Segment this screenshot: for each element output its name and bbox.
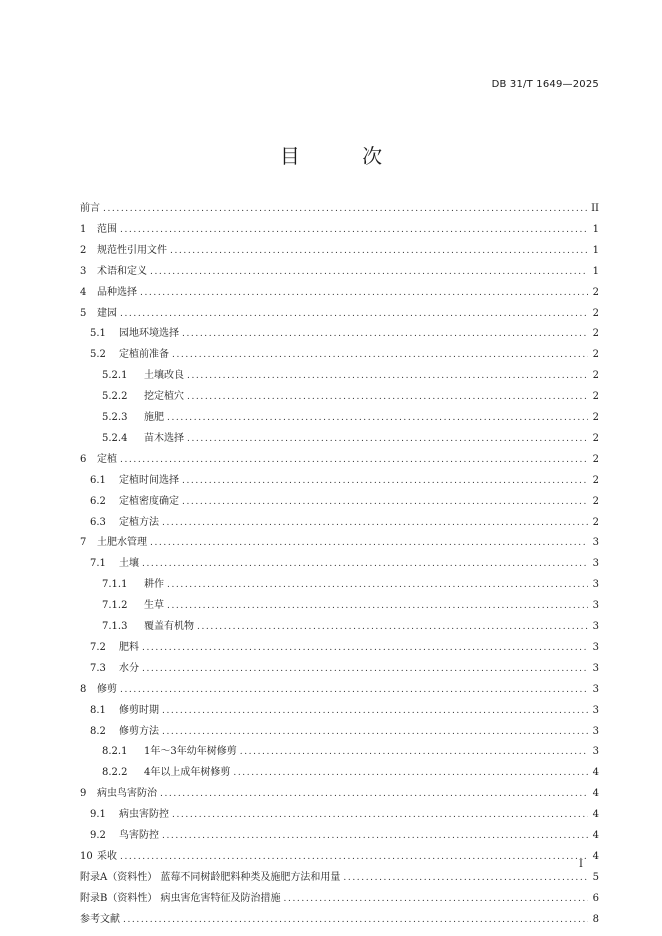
toc-entry-title: 挖定植穴	[144, 391, 184, 403]
toc-entry-title: 病虫鸟害防治	[97, 788, 157, 800]
toc-entry-page: 3	[592, 704, 599, 716]
toc-entry-label	[102, 619, 194, 635]
toc-entry-title: 苗木选择	[144, 432, 184, 444]
page-title: 目 次	[279, 144, 411, 168]
toc-entry[interactable]	[80, 682, 599, 698]
toc-entry-label	[102, 389, 184, 405]
toc-entry[interactable]	[80, 807, 599, 823]
toc-entry-page: 4	[592, 850, 599, 862]
toc-entry-title: 肥料	[119, 641, 139, 653]
toc-entry-label	[80, 452, 117, 468]
toc-entry-page: 1	[592, 223, 599, 235]
toc-entry-page: 3	[592, 641, 599, 653]
toc-entry-number: 5.2.3	[102, 412, 128, 423]
toc-leader-dots	[162, 724, 588, 740]
toc-entry-number: 8	[80, 683, 87, 695]
toc-entry-title: 前言	[80, 203, 100, 214]
toc-entry-label	[90, 556, 139, 572]
toc-entry-label	[80, 682, 117, 698]
toc-leader-dots	[123, 912, 588, 928]
toc-entry-page: 3	[592, 600, 599, 612]
toc-entry-label	[90, 828, 159, 844]
toc-entry-label	[102, 368, 184, 384]
toc-entry-title: 修剪时期	[119, 704, 159, 716]
toc-entry[interactable]	[80, 703, 599, 719]
toc-entry-label	[90, 640, 139, 656]
toc-entry-number: 1	[80, 223, 87, 235]
toc-entry-number: 10	[80, 850, 93, 862]
toc-entry-number: 3	[80, 265, 87, 277]
toc-entry-label	[80, 285, 137, 301]
toc-leader-dots	[142, 640, 588, 656]
toc-entry-number: 8.2	[90, 725, 106, 737]
toc-entry-page: 1	[592, 265, 599, 277]
toc-leader-dots	[120, 306, 588, 322]
toc-entry-number: 5.2.4	[102, 432, 128, 444]
toc-leader-dots	[240, 744, 588, 760]
toc-entry-number: 8.2.1	[102, 746, 128, 758]
toc-entry-label	[90, 515, 159, 531]
toc-entry[interactable]	[80, 828, 599, 844]
toc-entry-number: 5.2.1	[102, 370, 128, 382]
toc-entry-title: 鸟害防控	[119, 830, 159, 841]
toc-entry-page: 4	[592, 809, 599, 821]
toc-entry[interactable]	[80, 640, 599, 656]
toc-entry-title: 4年以上成年树修剪	[144, 767, 231, 779]
toc-entry-page: 1	[592, 244, 599, 256]
toc-entry[interactable]	[80, 661, 599, 677]
toc-entry-title: 修剪	[97, 683, 117, 695]
toc-entry-page: 3	[592, 662, 599, 674]
standard-code: DB 31/T 1649—2025	[491, 79, 599, 90]
toc-entry-title: 建园	[97, 307, 117, 319]
toc-entry-page: 2	[592, 495, 599, 507]
toc-entry-title: 覆盖有机物	[144, 621, 194, 632]
toc-entry-title: 修剪方法	[119, 725, 159, 737]
toc-leader-dots	[187, 431, 588, 447]
toc-entry-page: 2	[592, 474, 599, 486]
toc-entry-page: 4	[592, 767, 599, 779]
toc-entry[interactable]	[80, 535, 599, 551]
toc-entry-label	[90, 494, 179, 510]
toc-entry[interactable]	[80, 368, 599, 384]
page-number: I	[579, 859, 583, 870]
toc-entry[interactable]	[80, 744, 599, 760]
toc-entry-label	[102, 577, 164, 593]
toc-entry-label	[80, 243, 167, 259]
toc-entry[interactable]	[80, 870, 599, 886]
toc-leader-dots	[162, 828, 588, 844]
toc-entry-number: 5.1	[90, 328, 106, 340]
toc-entry-title: 参考文献	[80, 913, 120, 925]
toc-leader-dots	[120, 222, 588, 238]
toc-leader-dots	[167, 598, 588, 614]
toc-entry[interactable]	[80, 410, 599, 426]
toc-leader-dots	[284, 891, 588, 907]
toc-entry-label	[90, 473, 179, 489]
toc-entry-title: 土壤	[119, 558, 139, 570]
toc-entry[interactable]	[80, 306, 599, 322]
toc-entry-label	[102, 410, 164, 426]
toc-entry[interactable]	[80, 786, 599, 802]
toc-leader-dots	[167, 410, 588, 426]
toc-entry-label	[102, 765, 230, 781]
toc-entry-page: 3	[592, 579, 599, 591]
toc-entry-page: 2	[592, 328, 599, 340]
toc-entry-number: 7.1.2	[102, 600, 128, 612]
toc-leader-dots	[182, 473, 588, 489]
toc-entry-number: 6	[80, 453, 87, 465]
toc-leader-dots	[172, 807, 588, 823]
toc-entry-label	[90, 347, 169, 363]
toc-entry-title: 定植时间选择	[119, 474, 179, 486]
toc-entry[interactable]	[80, 201, 599, 217]
toc-leader-dots	[343, 870, 588, 886]
toc-leader-dots	[162, 703, 588, 719]
toc-entry-label	[102, 431, 184, 447]
toc-entry-title: 附录A（资料性） 蓝莓不同树龄肥料种类及施肥方法和用量	[80, 871, 341, 883]
toc-entry-title: 定植	[97, 453, 117, 465]
toc-entry-title: 土肥水管理	[97, 537, 147, 549]
toc-entry-number: 7.3	[90, 662, 106, 674]
toc-entry-label	[90, 807, 169, 823]
toc-entry-page: 2	[592, 349, 599, 361]
toc-entry-number: 5.2	[90, 349, 106, 361]
toc-entry-label	[80, 870, 340, 886]
toc-entry-label	[90, 326, 179, 342]
toc-entry-number: 7	[80, 537, 87, 549]
toc-entry-label	[80, 786, 157, 802]
toc-entry-title: 规范性引用文件	[97, 244, 167, 256]
toc-entry[interactable]	[80, 326, 599, 342]
toc-entry[interactable]	[80, 452, 599, 468]
toc-leader-dots	[172, 347, 588, 363]
toc-entry-page: 3	[592, 746, 599, 758]
toc-entry-number: 7.1.1	[102, 579, 128, 591]
toc-entry-number: 9.2	[90, 830, 106, 841]
toc-entry[interactable]	[80, 243, 599, 259]
toc-entry[interactable]	[80, 473, 599, 489]
toc-entry-title: 施肥	[144, 412, 164, 423]
toc-entry-label	[80, 264, 147, 280]
toc-entry-page: 2	[592, 412, 599, 423]
toc-leader-dots	[120, 452, 588, 468]
toc-entry-page: 3	[592, 558, 599, 570]
toc-leader-dots	[197, 619, 588, 635]
toc-leader-dots	[120, 682, 588, 698]
toc-leader-dots	[160, 786, 588, 802]
toc-entry-title: 土壤改良	[144, 370, 184, 382]
toc-entry-title: 生草	[144, 600, 164, 612]
toc-entry[interactable]	[80, 724, 599, 740]
toc-entry-number: 5	[80, 307, 87, 319]
toc-entry-title: 定植方法	[119, 516, 159, 528]
toc-entry-label	[80, 912, 120, 928]
toc-entry-label	[102, 598, 164, 614]
toc-leader-dots	[103, 201, 588, 217]
toc-entry[interactable]	[80, 264, 599, 280]
toc-entry-number: 7.1.3	[102, 621, 128, 632]
toc-entry[interactable]	[80, 912, 599, 928]
toc-entry-label	[80, 535, 147, 551]
toc-entry-number: 7.2	[90, 641, 106, 653]
toc-leader-dots	[142, 661, 588, 677]
toc-entry-title: 定植前准备	[119, 349, 169, 361]
toc-entry-label	[80, 222, 117, 238]
toc-entry-number: 5.2.2	[102, 391, 128, 403]
toc-leader-dots	[120, 849, 588, 865]
toc-entry[interactable]	[80, 619, 599, 635]
toc-entry[interactable]	[80, 347, 599, 363]
toc-entry-page: 2	[592, 307, 599, 319]
toc-entry-page: 2	[592, 516, 599, 528]
toc-entry-title: 采收	[97, 850, 117, 862]
toc-entry[interactable]	[80, 577, 599, 593]
toc-entry-title: 病虫害防控	[119, 809, 169, 821]
toc-entry-title: 水分	[119, 662, 139, 674]
toc-entry-label	[80, 201, 100, 217]
toc-entry-number: 4	[80, 286, 87, 298]
toc-entry-page: 6	[592, 892, 599, 904]
toc-entry-page: 2	[592, 286, 599, 298]
toc-entry[interactable]	[80, 222, 599, 238]
toc-entry[interactable]	[80, 431, 599, 447]
toc-leader-dots	[162, 515, 588, 531]
toc-entry[interactable]	[80, 891, 599, 907]
toc-entry-label	[102, 744, 237, 760]
toc-entry-title: 耕作	[144, 579, 164, 591]
toc-entry-number: 8.1	[90, 704, 106, 716]
toc-leader-dots	[142, 556, 588, 572]
toc-entry-page: 4	[592, 830, 599, 841]
toc-leader-dots	[233, 765, 588, 781]
toc-entry-title: 园地环境选择	[119, 328, 179, 340]
toc-entry[interactable]	[80, 285, 599, 301]
toc-entry-page: 3	[592, 621, 599, 632]
toc-leader-dots	[167, 577, 588, 593]
toc-entry-number: 6.2	[90, 495, 106, 507]
toc-entry-title: 附录B（资料性） 病虫害危害特征及防治措施	[80, 892, 281, 904]
toc-entry-title: 范围	[97, 223, 117, 235]
toc-entry[interactable]	[80, 515, 599, 531]
toc-entry[interactable]	[80, 765, 599, 781]
toc-entry-title: 术语和定义	[97, 265, 147, 277]
toc-leader-dots	[140, 285, 588, 301]
toc-leader-dots	[170, 243, 588, 259]
toc-entry-title: 1年～3年幼年树修剪	[144, 746, 237, 758]
toc-entry-label	[90, 703, 159, 719]
toc-entry-page: 5	[592, 871, 599, 883]
toc-entry[interactable]	[80, 849, 599, 865]
toc-leader-dots	[187, 368, 588, 384]
toc-entry[interactable]	[80, 598, 599, 614]
toc-entry[interactable]	[80, 556, 599, 572]
toc-entry-page: 8	[592, 913, 599, 925]
toc-entry-page: 3	[592, 537, 599, 549]
toc-entry-page: 2	[592, 453, 599, 465]
toc-entry[interactable]	[80, 389, 599, 405]
toc-entry-label	[90, 661, 139, 677]
toc-entry-page: 2	[592, 432, 599, 444]
toc-leader-dots	[187, 389, 588, 405]
toc-entry-number: 2	[80, 244, 87, 256]
toc-entry-page: 4	[592, 788, 599, 800]
toc-leader-dots	[182, 326, 588, 342]
toc-entry-label	[80, 891, 281, 907]
toc-entry-number: 9.1	[90, 809, 106, 821]
toc-entry[interactable]	[80, 494, 599, 510]
toc-entry-page: II	[591, 203, 599, 214]
toc-entry-page: 3	[592, 683, 599, 695]
toc-entry-number: 7.1	[90, 558, 106, 570]
toc-entry-label	[80, 849, 117, 865]
toc-entry-label	[80, 306, 117, 322]
toc-leader-dots	[150, 535, 588, 551]
toc-entry-label	[90, 724, 159, 740]
toc-entry-number: 8.2.2	[102, 767, 128, 779]
toc-entry-page: 3	[592, 725, 599, 737]
toc-entry-title: 品种选择	[97, 286, 137, 298]
toc-leader-dots	[150, 264, 588, 280]
toc-leader-dots	[182, 494, 588, 510]
toc-entry-number: 9	[80, 788, 87, 800]
toc-entry-page: 2	[592, 370, 599, 382]
toc-entry-number: 6.1	[90, 474, 106, 486]
toc-entry-page: 2	[592, 391, 599, 403]
toc-entry-number: 6.3	[90, 516, 106, 528]
toc-entry-title: 定植密度确定	[119, 495, 179, 507]
